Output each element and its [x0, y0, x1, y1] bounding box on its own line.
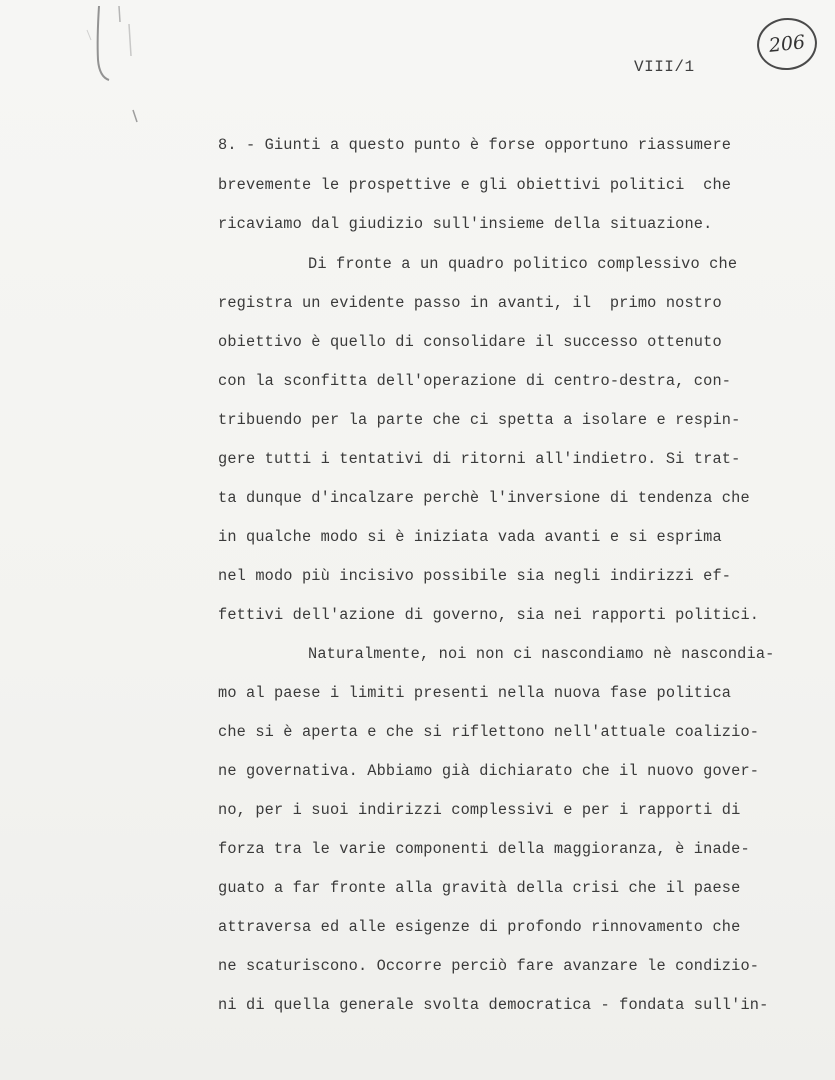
text-line: mo al paese i limiti presenti nella nuova fase politica [218, 684, 732, 702]
text-line: gere tutti i tentativi di ritorni all'indietro. Si trat- [218, 450, 741, 468]
text-line: che si è aperta e che si riflettono nell'attuale coalizio- [218, 723, 760, 741]
section-reference: VIII/1 [634, 58, 695, 76]
margin-pencil-marks [85, 0, 165, 130]
text-line: ni di quella generale svolta democratica - fondata sull'in- [218, 996, 769, 1014]
text-line: ricaviamo dal giudizio sull'insieme della situazione. [218, 215, 713, 233]
text-line: 8. - Giunti a questo punto è forse opportuno riassumere [218, 136, 732, 154]
text-line: registra un evidente passo in avanti, il primo nostro [218, 294, 722, 312]
page-number-stamp: 206 [754, 15, 819, 73]
text-line: fettivi dell'azione di governo, sia nei rapporti politici. [218, 606, 760, 624]
text-line: forza tra le varie componenti della maggioranza, è inade- [218, 840, 750, 858]
text-line: no, per i suoi indirizzi complessivi e per i rapporti di [218, 801, 741, 819]
text-line: in qualche modo si è iniziata vada avanti e si esprima [218, 528, 722, 546]
text-line: Di fronte a un quadro politico complessivo che [308, 255, 738, 273]
text-line: brevemente le prospettive e gli obiettivi politici che [218, 176, 732, 194]
text-line: attraversa ed alle esigenze di profondo rinnovamento che [218, 918, 741, 936]
text-line: guato a far fronte alla gravità della crisi che il paese [218, 879, 741, 897]
text-line: ne scaturiscono. Occorre perciò fare avanzare le condizio- [218, 957, 760, 975]
text-line: ne governativa. Abbiamo già dichiarato che il nuovo gover- [218, 762, 760, 780]
text-line: con la sconfitta dell'operazione di centro-destra, con- [218, 372, 732, 390]
text-line: nel modo più incisivo possibile sia negli indirizzi ef- [218, 567, 732, 585]
text-line: ta dunque d'incalzare perchè l'inversione di tendenza che [218, 489, 750, 507]
text-line: Naturalmente, noi non ci nascondiamo nè nascondia- [308, 645, 775, 663]
text-line: obiettivo è quello di consolidare il successo ottenuto [218, 333, 722, 351]
text-line: tribuendo per la parte che ci spetta a isolare e respin- [218, 411, 741, 429]
